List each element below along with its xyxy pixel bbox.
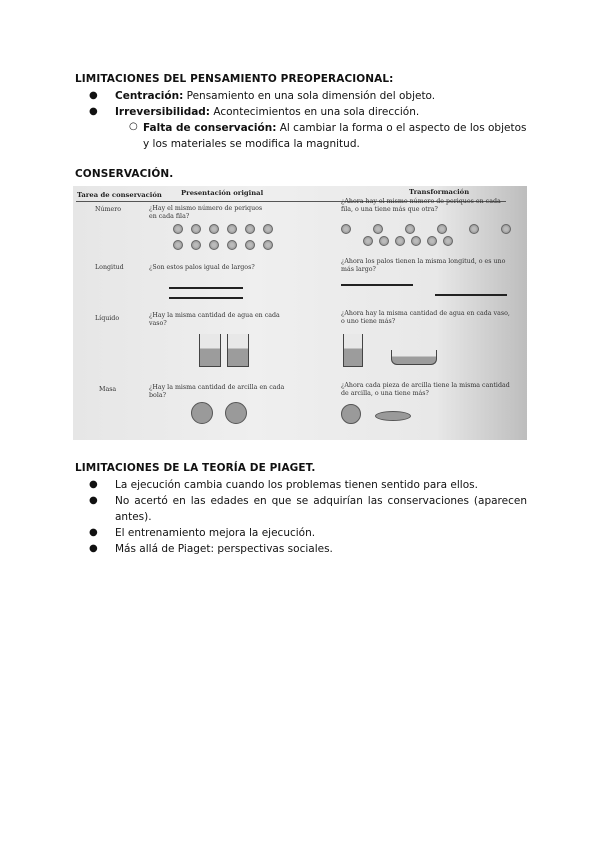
- original-question: ¿Hay la misma cantidad de agua en cada vaso?: [149, 312, 280, 327]
- original-question: ¿Hay el mismo número de periquos en cada fila?: [149, 205, 263, 220]
- bullet-icon: ●: [89, 527, 98, 538]
- counter-chip: [245, 240, 255, 250]
- circle-bullet-icon: ○: [129, 121, 138, 132]
- section-preoperational-limits: [75, 73, 527, 152]
- stick: [341, 284, 413, 286]
- transform-question: ¿Ahora hay el mismo número de periquos en cada fila, o una tiene más que otra?: [341, 198, 501, 213]
- transform-question: ¿Ahora cada pieza de arcilla tiene la misma cantidad de arcilla, o una tiene más?: [341, 382, 510, 397]
- clay-piece: [191, 402, 213, 424]
- bullet-icon: ●: [89, 543, 98, 554]
- bullet-icon: ●: [89, 106, 98, 117]
- definition: Al cambiar la forma o el aspecto de los objetos y los materiales se modifica la magnitud.: [143, 122, 527, 150]
- counter-chip: [395, 236, 405, 246]
- stick: [169, 287, 243, 289]
- list-item: [75, 541, 527, 557]
- section-title: LIMITACIONES DE LA TEORÍA DE PIAGET.: [75, 462, 316, 474]
- bullet-icon: ●: [89, 479, 98, 490]
- glass-of-water: [199, 334, 221, 367]
- col-header-original: Presentación original: [181, 189, 264, 197]
- counter-chip: [191, 224, 201, 234]
- term: Irreversibilidad:: [115, 106, 211, 118]
- col-header-task: Tarea de conservación: [77, 191, 162, 199]
- counter-chip: [209, 240, 219, 250]
- col-header-transform: Transformación: [409, 188, 470, 196]
- transform-question: ¿Ahora los palos tienen la misma longitud, o es uno más largo?: [341, 258, 506, 273]
- counter-chip: [341, 224, 351, 234]
- glass-of-water: [343, 334, 363, 367]
- term: Centración:: [115, 90, 184, 102]
- bullet-icon: ●: [89, 495, 98, 506]
- transform-question: ¿Ahora hay la misma cantidad de agua en cada vaso, o uno tiene más?: [341, 310, 510, 325]
- original-question: ¿Hay la misma cantidad de arcilla en cada bola?: [149, 384, 285, 399]
- counter-chip: [437, 224, 447, 234]
- list-item: [75, 104, 527, 120]
- counter-chip: [191, 240, 201, 250]
- stick: [435, 294, 507, 296]
- section-piaget-limits: [75, 462, 527, 557]
- clay-piece: [341, 404, 361, 424]
- counter-chip: [411, 236, 421, 246]
- section-title-conservation: CONSERVACIÓN.: [75, 168, 174, 180]
- bullet-icon: ●: [89, 90, 98, 101]
- original-question: ¿Son estos palos igual de largos?: [149, 264, 255, 271]
- clay-piece: [225, 402, 247, 424]
- task-label: Líquido: [95, 315, 120, 322]
- counter-chip: [501, 224, 511, 234]
- task-label: Longitud: [95, 264, 124, 271]
- task-label: Número: [95, 206, 122, 213]
- item-text: No acertó en las edades en que se adquirían las conservaciones (aparecen antes).: [115, 495, 527, 523]
- glass-of-water: [391, 350, 437, 365]
- counter-chip: [363, 236, 373, 246]
- counter-chip: [173, 240, 183, 250]
- task-label: Masa: [99, 386, 117, 393]
- counter-chip: [427, 236, 437, 246]
- section-title: LIMITACIONES DEL PENSAMIENTO PREOPERACIONAL:: [75, 73, 394, 85]
- list-item: [75, 477, 527, 493]
- counter-chip: [227, 240, 237, 250]
- clay-piece: [375, 411, 411, 421]
- counter-chip: [379, 236, 389, 246]
- definition: Acontecimientos en una sola dirección.: [210, 106, 420, 118]
- counter-chip: [173, 224, 183, 234]
- counter-chip: [227, 224, 237, 234]
- sub-list-item: [75, 120, 527, 152]
- term: Falta de conservación:: [143, 122, 277, 134]
- counter-chip: [469, 224, 479, 234]
- glass-of-water: [227, 334, 249, 367]
- list-item: [75, 525, 527, 541]
- counter-chip: [263, 224, 273, 234]
- list-item: [75, 88, 527, 104]
- counter-chip: [245, 224, 255, 234]
- item-text: La ejecución cambia cuando los problemas tienen sentido para ellos.: [115, 479, 478, 491]
- item-text: Más allá de Piaget: perspectivas sociales.: [115, 543, 333, 555]
- counter-chip: [373, 224, 383, 234]
- stick: [169, 297, 243, 299]
- list-item: [75, 493, 527, 525]
- conservation-figure: [73, 186, 527, 440]
- counter-chip: [405, 224, 415, 234]
- counter-chip: [263, 240, 273, 250]
- definition: Pensamiento en una sola dimensión del objeto.: [183, 90, 436, 102]
- counter-chip: [209, 224, 219, 234]
- item-text: El entrenamiento mejora la ejecución.: [115, 527, 316, 539]
- counter-chip: [443, 236, 453, 246]
